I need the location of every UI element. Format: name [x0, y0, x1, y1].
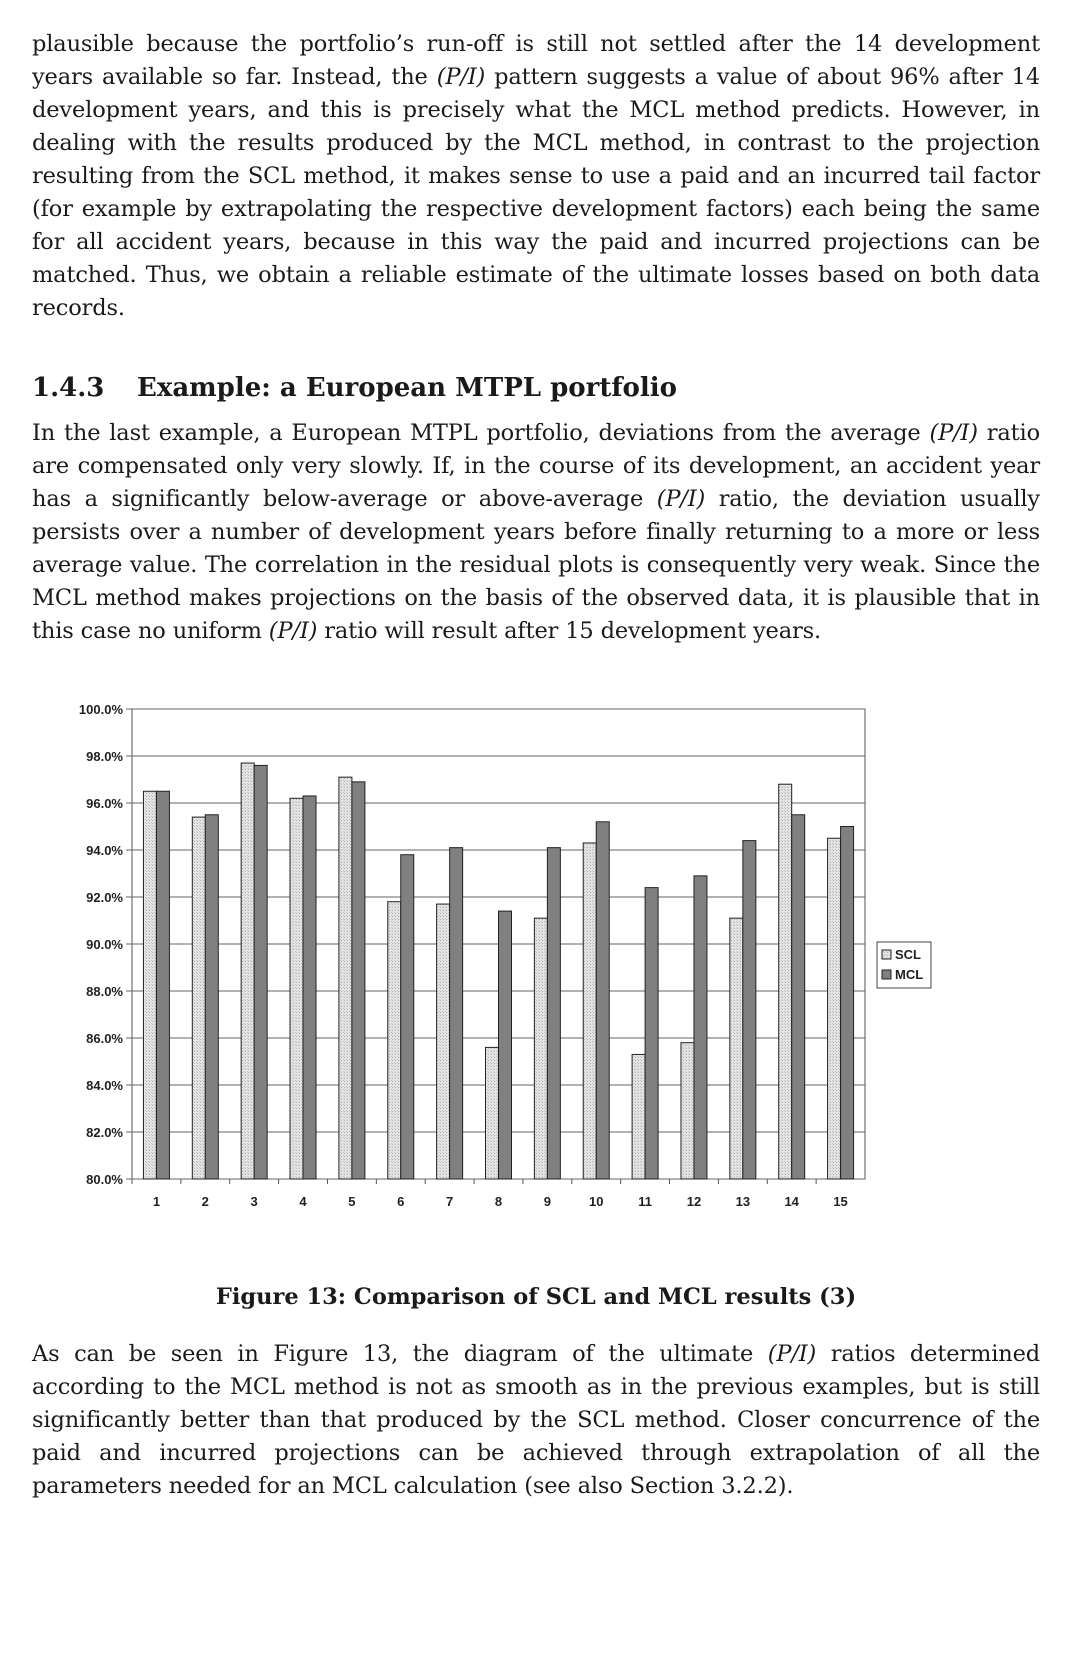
- x-tick-label: 6: [397, 1194, 405, 1209]
- y-tick-label: 92.0%: [86, 890, 123, 905]
- conclusion-text-2: ratios determined according to the MCL method is not as smooth as in the previous examples, but is still significantly better than that produced by the SCL method. Closer concurrence of the paid and incurred projections can be achieved through extrapolation of all the parameters needed for an MCL calculation (see also Section 3.2.2).: [32, 1341, 1040, 1499]
- bar-mcl-4: [303, 796, 316, 1179]
- bar-mcl-11: [645, 888, 658, 1179]
- bar-scl-6: [388, 902, 401, 1179]
- bar-scl-4: [290, 798, 303, 1179]
- bar-mcl-8: [499, 911, 512, 1179]
- example-pi-3: (P/I): [268, 618, 318, 644]
- x-tick-label: 8: [494, 1194, 503, 1209]
- bar-mcl-12: [694, 876, 707, 1179]
- y-tick-label: 84.0%: [86, 1078, 123, 1093]
- x-tick-label: 1: [152, 1194, 161, 1209]
- x-tick-label: 7: [446, 1194, 454, 1209]
- chart-legend: [877, 942, 931, 988]
- bar-scl-13: [730, 918, 743, 1179]
- bar-scl-2: [192, 817, 205, 1179]
- legend-swatch-mcl: [882, 970, 891, 979]
- legend-label-mcl: MCL: [895, 967, 924, 982]
- bar-scl-7: [437, 904, 450, 1179]
- bar-mcl-1: [156, 791, 169, 1179]
- bar-mcl-10: [596, 822, 609, 1179]
- example-paragraph: [32, 417, 1040, 648]
- y-tick-label: 86.0%: [86, 1031, 123, 1046]
- bar-mcl-14: [792, 815, 805, 1179]
- bar-scl-9: [534, 918, 547, 1179]
- bar-chart: [32, 682, 1040, 1282]
- x-tick-label: 10: [588, 1194, 604, 1209]
- y-tick-label: 98.0%: [86, 749, 123, 764]
- bar-mcl-3: [254, 765, 267, 1179]
- figure-caption: Figure 13: Comparison of SCL and MCL results (3): [215, 1284, 857, 1310]
- bar-scl-5: [339, 777, 352, 1179]
- x-tick-label: 2: [201, 1194, 209, 1209]
- chart-x-axis: [132, 1179, 848, 1209]
- intro-text-1: plausible because the portfolio’s run-off is still not settled after the 14 development years available so far. Instead, the: [32, 31, 1040, 90]
- intro-pi-symbol: (P/I): [436, 64, 486, 90]
- bar-mcl-15: [841, 827, 854, 1180]
- y-tick-label: 90.0%: [86, 937, 123, 952]
- chart-y-axis: [79, 702, 124, 1187]
- example-pi-1: (P/I): [929, 420, 978, 446]
- x-tick-label: 4: [299, 1194, 307, 1209]
- y-tick-label: 94.0%: [86, 843, 123, 858]
- x-tick-label: 12: [686, 1194, 702, 1209]
- bar-mcl-13: [743, 841, 756, 1179]
- bar-scl-12: [681, 1043, 694, 1179]
- example-text-3: ratio, the deviation usually persists over a number of development years before finally returning to a more or less average value. The correlation in the residual plots is consequently very weak. Since the MCL method makes projections on the basis of the observed data, it is plausible that in this case no uniform: [32, 486, 1040, 644]
- y-tick-label: 82.0%: [86, 1125, 123, 1140]
- x-tick-label: 14: [784, 1194, 799, 1209]
- bar-mcl-2: [205, 815, 218, 1179]
- y-tick-label: 88.0%: [86, 984, 123, 999]
- bar-scl-14: [779, 784, 792, 1179]
- example-pi-2: (P/I): [656, 486, 706, 512]
- example-text-4: ratio will result after 15 development years.: [317, 618, 821, 644]
- legend-swatch-scl: [882, 950, 891, 959]
- bar-scl-3: [241, 763, 254, 1179]
- section-heading: [32, 371, 1040, 405]
- section-title: Example: a European MTPL portfolio: [137, 373, 677, 403]
- bar-scl-1: [143, 791, 156, 1179]
- x-tick-label: 9: [543, 1194, 551, 1209]
- legend-label-scl: SCL: [895, 947, 921, 962]
- bar-mcl-7: [450, 848, 463, 1179]
- conclusion-pi-symbol: (P/I): [767, 1341, 817, 1367]
- conclusion-text-1: As can be seen in Figure 13, the diagram of the ultimate: [32, 1341, 768, 1367]
- y-tick-label: 100.0%: [78, 702, 123, 717]
- x-tick-label: 13: [735, 1194, 751, 1209]
- section-number: 1.4.3: [32, 373, 105, 403]
- intro-text-2: pattern suggests a value of about 96% after 14 development years, and this is precisely what the MCL method predicts. However, in dealing with the results produced by the MCL method, in contrast to the projection resulting from the SCL method, it makes sense to use a paid and an incurred tail factor (for example by extrapolating the respective development factors) each being the same for all accident years, because in this way the paid and incurred projections can be matched. Thus, we obtain a reliable estimate of the ultimate losses based on both data records.: [32, 64, 1040, 321]
- y-tick-label: 80.0%: [86, 1172, 123, 1187]
- bar-scl-10: [583, 843, 596, 1179]
- example-text-1: In the last example, a European MTPL portfolio, deviations from the average: [32, 420, 930, 446]
- bar-scl-8: [486, 1047, 499, 1179]
- y-tick-label: 96.0%: [86, 796, 123, 811]
- example-text-2: ratio are compensated only very slowly. If, in the course of its development, an accident year has a significantly below-average or above-average: [32, 420, 1040, 512]
- bar-scl-11: [632, 1054, 645, 1179]
- x-tick-label: 15: [833, 1194, 848, 1209]
- x-tick-label: 11: [638, 1194, 652, 1209]
- x-tick-label: 5: [348, 1194, 356, 1209]
- figure-13: [32, 682, 1040, 1282]
- x-tick-label: 3: [250, 1194, 258, 1209]
- page: [32, 28, 1040, 1503]
- conclusion-paragraph: [32, 1338, 1040, 1503]
- bar-mcl-6: [401, 855, 414, 1179]
- bar-mcl-9: [547, 848, 560, 1179]
- bar-scl-15: [828, 838, 841, 1179]
- intro-paragraph: [32, 28, 1040, 325]
- bar-mcl-5: [352, 782, 365, 1179]
